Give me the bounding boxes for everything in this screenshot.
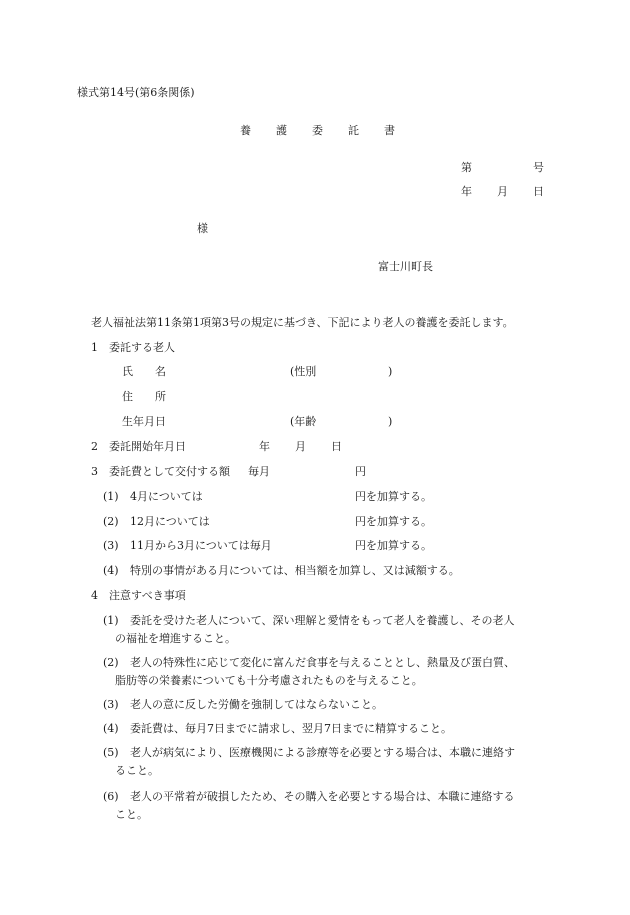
note-item-line: 老人が病気により、医療機関による診療等を必要とする場合は、本職に連絡す bbox=[130, 746, 515, 759]
note-item-num: (1) bbox=[103, 614, 119, 627]
number-prefix: 第 bbox=[461, 161, 472, 174]
note-item-line: の福祉を増進すること。 bbox=[115, 632, 236, 645]
sex-close-paren: ) bbox=[388, 365, 393, 378]
note-item-num: (3) bbox=[103, 698, 119, 711]
date-month: 月 bbox=[497, 185, 508, 198]
note-item-line: 老人の特殊性に応じて変化に富んだ食事を与えることとし、熱量及び蛋白質、 bbox=[130, 656, 515, 669]
yen-label: 円 bbox=[355, 465, 366, 478]
note-item-num: (6) bbox=[103, 790, 119, 803]
name-label: 氏 名 bbox=[122, 365, 166, 378]
form-label: 様式第14号(第6条関係) bbox=[77, 86, 195, 99]
title-char: 護 bbox=[276, 124, 287, 137]
note-item-line: ること。 bbox=[115, 764, 159, 777]
age-close-paren: ) bbox=[388, 415, 393, 428]
monthly-label: 毎月 bbox=[248, 465, 270, 478]
section3-heading: 3 委託費として交付する額 bbox=[91, 465, 230, 478]
note-item-line: 老人の意に反した労働を強制してはならないこと。 bbox=[130, 698, 383, 711]
note-item-line: こと。 bbox=[115, 808, 148, 821]
date-year: 年 bbox=[461, 185, 472, 198]
note-item-line: 委託費は、毎月7日までに請求し、翌月7日までに精算すること。 bbox=[130, 722, 452, 735]
note-item-line: 脂肪等の栄養素についても十分考慮されたものを与えること。 bbox=[115, 674, 423, 687]
address-label: 住 所 bbox=[122, 390, 166, 403]
fee-item-text: 11月から3月については毎月 bbox=[130, 539, 272, 552]
note-item-num: (2) bbox=[103, 656, 119, 669]
fee-item-text: 4月については bbox=[130, 490, 203, 503]
start-day: 日 bbox=[331, 440, 342, 453]
fee-item-text: 12月については bbox=[130, 515, 210, 528]
note-item-num: (4) bbox=[103, 722, 119, 735]
age-label: (年齢 bbox=[290, 415, 317, 428]
fee-item-tail: 円を加算する。 bbox=[355, 539, 432, 552]
fee-item-tail: 円を加算する。 bbox=[355, 515, 432, 528]
note-item-line: 老人の平常着が破損したため、その購入を必要とする場合は、本職に連絡する bbox=[130, 790, 515, 803]
fee-item-text: 特別の事情がある月については、相当額を加算し、又は減額する。 bbox=[130, 564, 460, 577]
fee-item-num: (3) bbox=[103, 539, 119, 552]
note-item-line: 委託を受けた老人について、深い理解と愛情をもって老人を養護し、その老人 bbox=[130, 614, 515, 627]
addressee-suffix: 様 bbox=[197, 222, 208, 235]
title-char: 書 bbox=[384, 124, 395, 137]
start-month: 月 bbox=[295, 440, 306, 453]
intro-text: 老人福祉法第11条第1項第3号の規定に基づき、下記により老人の養護を委託します。 bbox=[91, 316, 514, 329]
issuer-name: 富士川町長 bbox=[378, 260, 433, 273]
date-day: 日 bbox=[533, 185, 544, 198]
fee-item-num: (4) bbox=[103, 564, 119, 577]
birth-label: 生年月日 bbox=[122, 415, 166, 428]
number-suffix: 号 bbox=[533, 161, 544, 174]
section2-heading: 2 委託開始年月日 bbox=[91, 440, 186, 453]
note-item-num: (5) bbox=[103, 746, 119, 759]
sex-label: (性別 bbox=[290, 365, 317, 378]
fee-item-tail: 円を加算する。 bbox=[355, 490, 432, 503]
fee-item-num: (1) bbox=[103, 490, 119, 503]
section1-heading: 1 委託する老人 bbox=[91, 341, 175, 354]
title-char: 託 bbox=[348, 124, 359, 137]
title-char: 養 bbox=[240, 124, 251, 137]
start-year: 年 bbox=[259, 440, 270, 453]
document-title bbox=[240, 124, 420, 138]
fee-item-num: (2) bbox=[103, 515, 119, 528]
section4-heading: 4 注意すべき事項 bbox=[91, 589, 186, 602]
title-char: 委 bbox=[312, 124, 323, 137]
